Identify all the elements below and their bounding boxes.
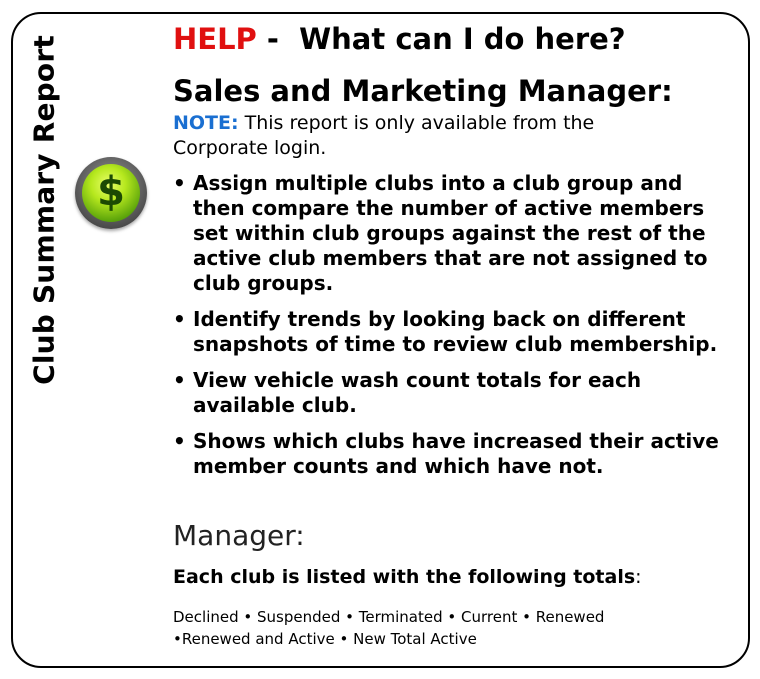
help-label: HELP [173, 22, 257, 56]
totals-items [173, 606, 693, 650]
feature-item: • View vehicle wash count totals for each available club. [173, 368, 733, 418]
note-label: NOTE: [173, 112, 239, 134]
feature-item: • Assign multiple clubs into a club group and then compare the number of active members set within club groups against the rest of the active club members that are not assigned to club groups. [173, 171, 733, 296]
feature-item: • Identify trends by looking back on different snapshots of time to review club membership. [173, 307, 733, 357]
feature-item: • Shows which clubs have increased their active member counts and which have not. [173, 429, 733, 479]
section-title: Sales and Marketing Manager: [173, 74, 673, 108]
help-separator: - [256, 22, 290, 56]
dollar-coin-icon [75, 157, 147, 229]
totals-colon: : [635, 566, 642, 588]
note-text: This report is only available from the Corporate login. [173, 112, 595, 159]
help-question: What can I do here? [299, 22, 626, 56]
feature-list [173, 171, 733, 490]
note [173, 111, 693, 161]
totals-items-line: Declined • Suspended • Terminated • Current • Renewed [173, 608, 605, 626]
help-heading [173, 22, 626, 56]
side-title-text: Club Summary Report [27, 35, 61, 385]
totals-items-line: •Renewed and Active • New Total Active [173, 630, 477, 648]
manager-title: Manager: [173, 519, 305, 552]
dollar-coin-face [82, 164, 140, 222]
totals-label [173, 566, 642, 588]
totals-label-text: Each club is listed with the following totals [173, 566, 636, 588]
dollar-sign: $ [97, 169, 125, 215]
